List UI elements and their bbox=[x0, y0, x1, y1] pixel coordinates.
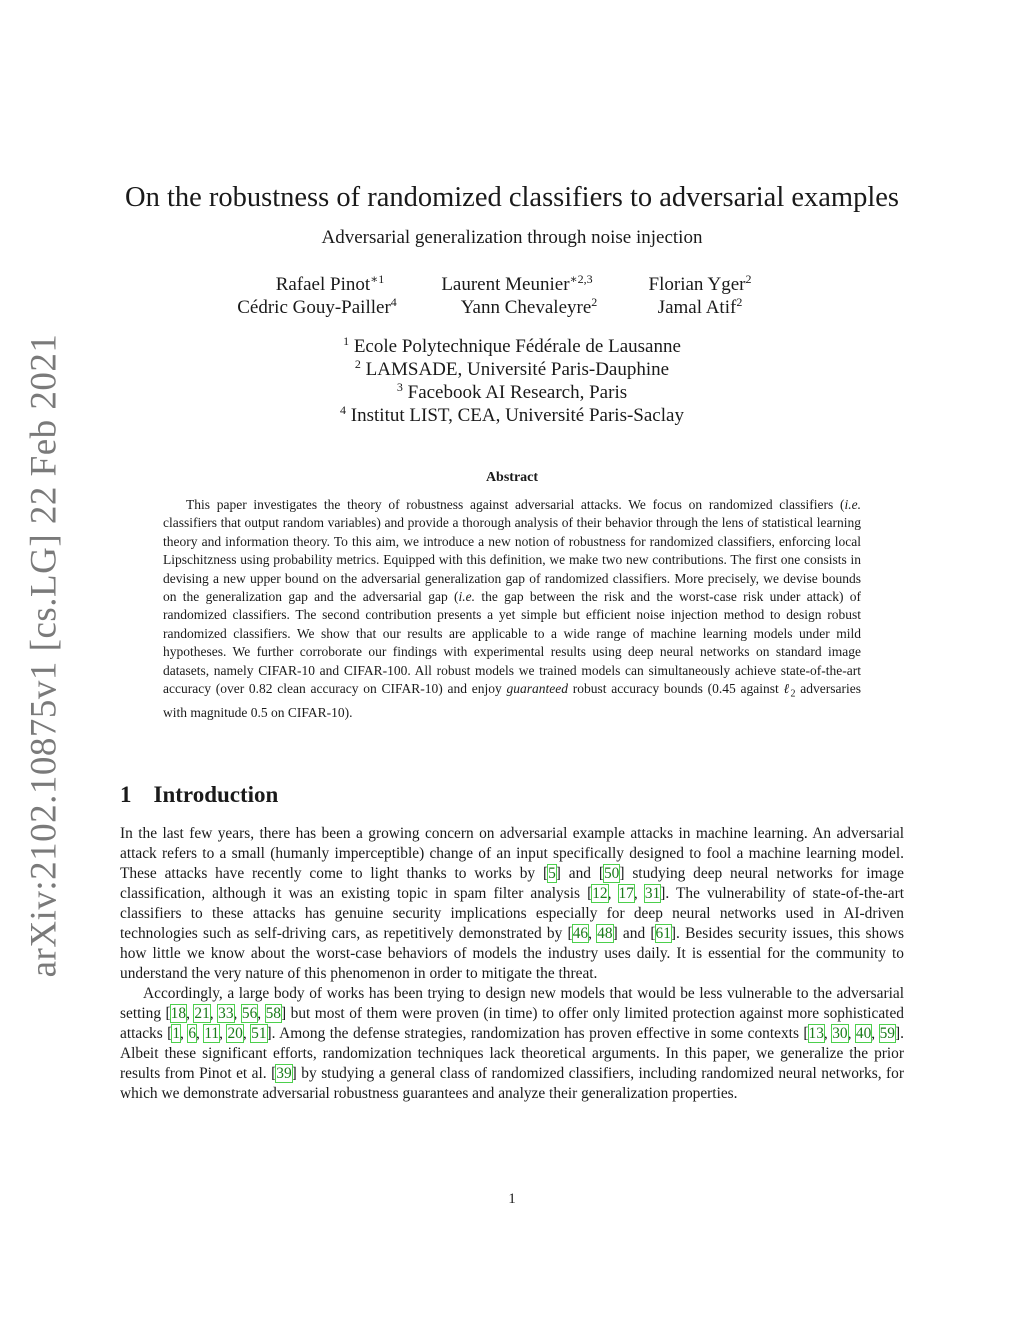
abstract-body: This paper investigates the theory of robustness against adversarial attacks. We focus on randomized classifiers (i.e. classifiers that output random variables) and provide a thorough analysis of their behavior through the lens of statistical learning theory and information theory. To this aim, we introduce a new notion of robustness for randomized classifiers, enforcing local Lipschitzness using probability metrics. Equipped with this definition, we make two new contributions. The first one consists in devising a new upper bound on the adversarial generalization gap of randomized classifiers. More precisely, we devise bounds on the generalization gap and the adversarial gap (i.e. the gap between the risk and the worst-case risk under attack) of randomized classifiers. The second contribution presents a yet simple but efficient noise injection method to design robust randomized classifiers. We show that our results are applicable to a wide range of machine learning models under mild hypotheses. We further corroborate our findings with experimental results using deep neural networks on standard image datasets, namely CIFAR-10 and CIFAR-100. All robust models we trained models can simultaneously achieve state-of-the-art accuracy (over 0.82 clean accuracy on CIFAR-10) and enjoy guaranteed robust accuracy bounds (0.45 against ℓ$_2$ adversaries with magnitude 0.5 on CIFAR-10). bbox=[163, 497, 861, 721]
citation-link[interactable]: 20 bbox=[227, 1025, 243, 1042]
paper-title: On the robustness of randomized classifiers to adversarial examples bbox=[124, 182, 899, 213]
intro-paragraph-1: In the last few years, there has been a growing concern on adversarial example attacks in machine learning. An adversarial attack refers to a small (humanly imperceptible) change of an input specifically designed to fool a machine learning model. These attacks have recently come to light thanks to works by [5] and [50] studying deep neural networks for image classification, although it was an existing topic in spam filter analysis [12, 17, 31]. The vulnerability of state-of-the-art classifiers to these attacks has genuine security implications especially for deep neural networks used in AI-driven technologies such as self-driving cars, as repetitively demonstrated by [46, 48] and [61]. Besides security issues, this shows how little we know about the worst-case behaviors of models the industry uses daily. It is essential for the community to understand the very nature of this phenomenon in order to mitigate the threat. bbox=[120, 825, 904, 982]
citation-link[interactable]: 11 bbox=[204, 1025, 220, 1042]
citation-link[interactable]: 59 bbox=[879, 1025, 895, 1042]
author-list bbox=[0, 274, 1024, 320]
section-number: 1 bbox=[120, 782, 132, 807]
citation-link[interactable]: 39 bbox=[276, 1065, 292, 1082]
author-atif: Jamal Atif$^2$ bbox=[657, 295, 743, 318]
section-heading bbox=[120, 782, 278, 808]
author-gouy-pailler: Cédric Gouy-Pailler$^4$ bbox=[237, 295, 397, 318]
citation-link[interactable]: 1 bbox=[172, 1025, 181, 1042]
affiliation-1: $^1$ Ecole Polytechnique Fédérale de Lausanne bbox=[343, 334, 681, 357]
page-number: 1 bbox=[508, 1191, 516, 1207]
citation-link[interactable]: 50 bbox=[603, 865, 620, 882]
intro-paragraph-2: Accordingly, a large body of works has been trying to design new models that would be less vulnerable to the adversarial setting [18, 21, 33, 56, 58] but most of them were proven (in time) to offer only limited protection against more sophisticated attacks [1, 6, 11, 20, 51]. Among the defense strategies, randomization has proven effective in some contexts [13, 30, 40, 59]. Albeit these significant efforts, randomization techniques lack theoretical arguments. In this paper, we generalize the prior results from Pinot et al. [39] by studying a general class of randomized classifiers, including randomized neural networks, for which we demonstrate adversarial robustness guarantees and analyze their generalization properties. bbox=[120, 985, 904, 1102]
author-row-2 bbox=[0, 297, 1024, 320]
citation-link[interactable]: 33 bbox=[218, 1005, 234, 1022]
citation-link[interactable]: 6 bbox=[188, 1025, 197, 1042]
citation-link[interactable]: 46 bbox=[572, 925, 589, 942]
abstract-heading: Abstract bbox=[485, 470, 539, 485]
affiliation-2: $^2$ LAMSADE, Université Paris-Dauphine bbox=[354, 357, 670, 380]
citation-link[interactable]: 5 bbox=[548, 865, 556, 882]
citation-link[interactable]: 13 bbox=[808, 1025, 824, 1042]
introduction-body bbox=[120, 824, 904, 1104]
citation-link[interactable]: 30 bbox=[832, 1025, 848, 1042]
arxiv-id: arXiv:2102.10875v1 [cs.LG] 22 Feb 2021 bbox=[23, 333, 65, 977]
author-row-1 bbox=[0, 274, 1024, 297]
author-chevaleyre: Yann Chevaleyre$^2$ bbox=[460, 295, 598, 318]
citation-link[interactable]: 18 bbox=[170, 1005, 187, 1022]
author-pinot: Rafael Pinot$^{∗1}$ bbox=[275, 272, 385, 295]
affiliation-3: $^3$ Facebook AI Research, Paris bbox=[396, 380, 628, 403]
citation-link[interactable]: 12 bbox=[592, 885, 608, 902]
citation-link[interactable]: 56 bbox=[241, 1005, 258, 1022]
citation-link[interactable]: 31 bbox=[644, 885, 661, 902]
author-meunier: Laurent Meunier$^{∗2,3}$ bbox=[441, 272, 593, 295]
citation-link[interactable]: 48 bbox=[597, 925, 613, 942]
citation-link[interactable]: 17 bbox=[618, 885, 634, 902]
section-title: Introduction bbox=[153, 782, 279, 807]
citation-link[interactable]: 21 bbox=[194, 1005, 210, 1022]
affiliation-4: $^4$ Institut LIST, CEA, Université Paris-Saclay bbox=[340, 403, 684, 426]
citation-link[interactable]: 51 bbox=[251, 1025, 267, 1042]
citation-link[interactable]: 58 bbox=[265, 1005, 281, 1022]
affiliation-list bbox=[0, 335, 1024, 427]
paper-subtitle: Adversarial generalization through noise injection bbox=[321, 227, 703, 248]
arxiv-watermark bbox=[14, 333, 74, 977]
citation-link[interactable]: 61 bbox=[655, 925, 671, 942]
citation-link[interactable]: 40 bbox=[855, 1025, 872, 1042]
author-yger: Florian Yger$^2$ bbox=[648, 272, 752, 295]
